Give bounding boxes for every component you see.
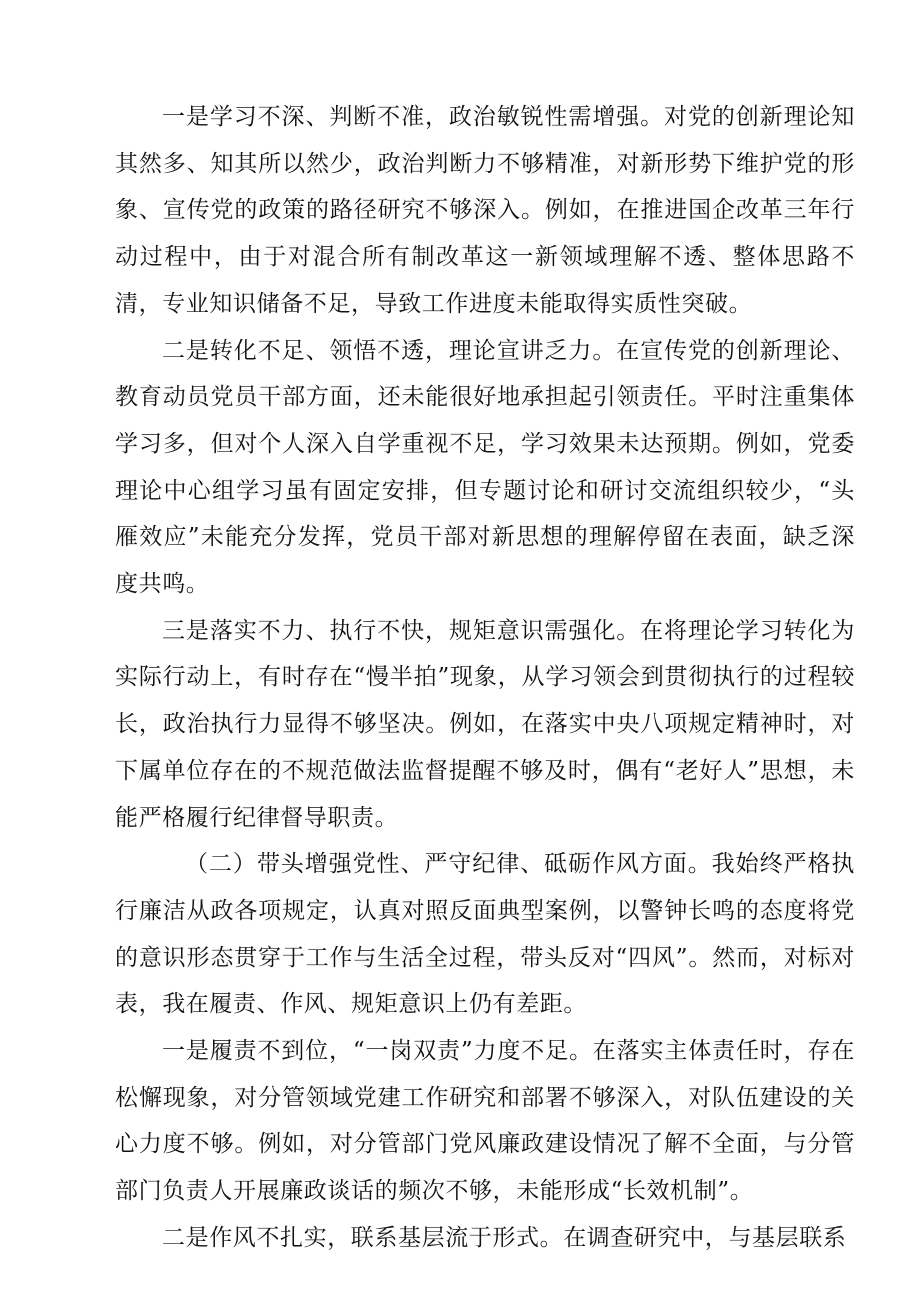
paragraph-theory-promotion: 二是转化不足、领悟不透，理论宣讲乏力。在宣传党的创新理论、教育动员党员干部方面，还未能很好地承担起引领责任。平时注重集体学习多，但对个人深入自学重视不足，学习效果未达预期。例如，党委理论中心组学习虽有固定安排，但专题讨论和研讨交流组织较少，“头雁效应”未能充分发挥，党员干部对新思想的理解停留在表面，缺乏深度共鸣。 <box>115 337 855 598</box>
paragraph-implementation: 三是落实不力、执行不快，规矩意识需强化。在将理论学习转化为实际行动上，有时存在“慢半拍”现象，从学习领会到贯彻执行的过程较长，政治执行力显得不够坚决。例如，在落实中央八项规定精神时，对下属单位存在的不规范做法监督提醒不够及时，偶有“老好人”思想，未能严格履行纪律督导职责。 <box>115 617 855 831</box>
document-body <box>115 94 855 1262</box>
section-heading-paragraph: （二）带头增强党性、严守纪律、砥砺作风方面。我始终严格执行廉洁从政各项规定，认真对照反面典型案例，以警钟长鸣的态度将党的意识形态贯穿于工作与生活全过程，带头反对“四风”。然而，对标对表，我在履责、作风、规矩意识上仍有差距。 <box>115 851 855 1018</box>
paragraph-learning: 一是学习不深、判断不准，政治敏锐性需增强。对党的创新理论知其然多、知其所以然少，政治判断力不够精准，对新形势下维护党的形象、宣传党的政策的路径研究不够深入。例如，在推进国企改革三年行动过程中，由于对混合所有制改革这一新领域理解不透、整体思路不清，专业知识储备不足，导致工作进度未能取得实质性突破。 <box>115 104 855 317</box>
paragraph-responsibility: 一是履责不到位，“一岗双责”力度不足。在落实主体责任时，存在松懈现象，对分管领域党建工作研究和部署不够深入，对队伍建设的关心力度不够。例如，对分管部门党风廉政建设情况了解不全面，与分管部门负责人开展廉政谈话的频次不够，未能形成“长效机制”。 <box>115 1038 855 1205</box>
paragraph-work-style: 二是作风不扎实，联系基层流于形式。在调查研究中，与基层联系 <box>162 1224 847 1251</box>
